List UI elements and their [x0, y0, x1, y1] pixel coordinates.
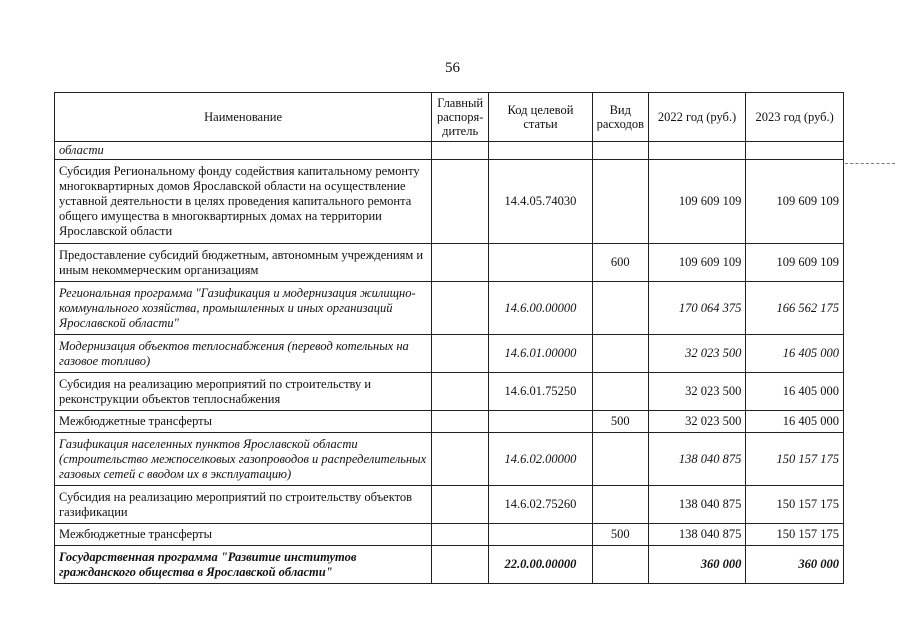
row-name: Межбюджетные трансферты: [55, 524, 432, 546]
row-2022: 109 609 109: [648, 244, 746, 282]
row-name: Предоставление субсидий бюджетным, автономным учреждениям и иным некоммерческим организациям: [55, 244, 432, 282]
row-2022: 360 000: [648, 546, 746, 584]
budget-table: [54, 92, 844, 584]
table-row: [55, 244, 844, 282]
row-admin: [432, 335, 489, 373]
row-type: [592, 486, 648, 524]
header-name: Наименование: [55, 93, 432, 142]
row-code: 14.6.01.00000: [489, 335, 593, 373]
row-admin: [432, 282, 489, 335]
row-2022: 32 023 500: [648, 373, 746, 411]
row-2023: 109 609 109: [746, 160, 844, 244]
row-name: Региональная программа "Газификация и модернизация жилищно-коммунального хозяйства, промышленных и иных организаций Ярославской области": [55, 282, 432, 335]
row-type: [592, 546, 648, 584]
table-row: [55, 335, 844, 373]
row-2023: 16 405 000: [746, 411, 844, 433]
row-2022: 109 609 109: [648, 160, 746, 244]
row-name: Государственная программа "Развитие институтов гражданского общества в Ярославской области": [55, 546, 432, 584]
header-2022: 2022 год (руб.): [648, 93, 746, 142]
table-row: [55, 411, 844, 433]
row-name: Газификация населенных пунктов Ярославской области (строительство межпоселковых газопроводов и распределительных газовых сетей с вводом их в эксплуатацию): [55, 433, 432, 486]
row-type: [592, 335, 648, 373]
row-admin: [432, 524, 489, 546]
row-type: [592, 433, 648, 486]
row-type: 500: [592, 411, 648, 433]
table-row: [55, 373, 844, 411]
header-2023: 2023 год (руб.): [746, 93, 844, 142]
row-2023: 166 562 175: [746, 282, 844, 335]
row-2023: 150 157 175: [746, 524, 844, 546]
row-name: Модернизация объектов теплоснабжения (перевод котельных на газовое топливо): [55, 335, 432, 373]
row-code: 14.4.05.74030: [489, 160, 593, 244]
row-2022: [648, 142, 746, 160]
row-type: 500: [592, 524, 648, 546]
row-code: 14.6.01.75250: [489, 373, 593, 411]
row-code: [489, 142, 593, 160]
row-2022: 138 040 875: [648, 486, 746, 524]
table-row: [55, 524, 844, 546]
row-2023: 16 405 000: [746, 373, 844, 411]
header-admin: Главный распоря-дитель: [432, 93, 489, 142]
row-2022: 32 023 500: [648, 411, 746, 433]
row-admin: [432, 160, 489, 244]
table-row: [55, 433, 844, 486]
row-type: [592, 282, 648, 335]
row-admin: [432, 411, 489, 433]
row-2022: 32 023 500: [648, 335, 746, 373]
row-code: 22.0.00.00000: [489, 546, 593, 584]
row-type: [592, 160, 648, 244]
row-code: 14.6.02.75260: [489, 486, 593, 524]
table-row: [55, 486, 844, 524]
row-2023: 16 405 000: [746, 335, 844, 373]
row-type: [592, 373, 648, 411]
row-2023: 360 000: [746, 546, 844, 584]
row-name: Субсидия на реализацию мероприятий по строительству и реконструкции объектов теплоснабжения: [55, 373, 432, 411]
row-type: 600: [592, 244, 648, 282]
header-type: Вид расходов: [592, 93, 648, 142]
table-row: [55, 282, 844, 335]
header-code: Код целевой статьи: [489, 93, 593, 142]
row-2023: [746, 142, 844, 160]
table-row: [55, 142, 844, 160]
table-row: [55, 160, 844, 244]
table-row: [55, 546, 844, 584]
page-number: 56: [445, 60, 460, 76]
row-2023: 150 157 175: [746, 486, 844, 524]
row-code: 14.6.02.00000: [489, 433, 593, 486]
row-admin: [432, 373, 489, 411]
row-2022: 138 040 875: [648, 524, 746, 546]
row-2023: 109 609 109: [746, 244, 844, 282]
table-header-row: [55, 93, 844, 142]
scan-artifact-line: [845, 163, 895, 164]
row-admin: [432, 486, 489, 524]
row-name: Субсидия Региональному фонду содействия капитальному ремонту многоквартирных домов Ярославской области на осуществление уставной деятельности в целях проведения капитального ремонта общего имущества в многоквартирных домах на территории Ярославской области: [55, 160, 432, 244]
row-admin: [432, 142, 489, 160]
row-admin: [432, 546, 489, 584]
row-code: 14.6.00.00000: [489, 282, 593, 335]
row-code: [489, 411, 593, 433]
row-code: [489, 524, 593, 546]
row-admin: [432, 433, 489, 486]
row-admin: [432, 244, 489, 282]
row-name: Субсидия на реализацию мероприятий по строительству объектов газификации: [55, 486, 432, 524]
row-2022: 138 040 875: [648, 433, 746, 486]
row-type: [592, 142, 648, 160]
row-2023: 150 157 175: [746, 433, 844, 486]
row-name: области: [55, 142, 432, 160]
row-name: Межбюджетные трансферты: [55, 411, 432, 433]
row-2022: 170 064 375: [648, 282, 746, 335]
row-code: [489, 244, 593, 282]
